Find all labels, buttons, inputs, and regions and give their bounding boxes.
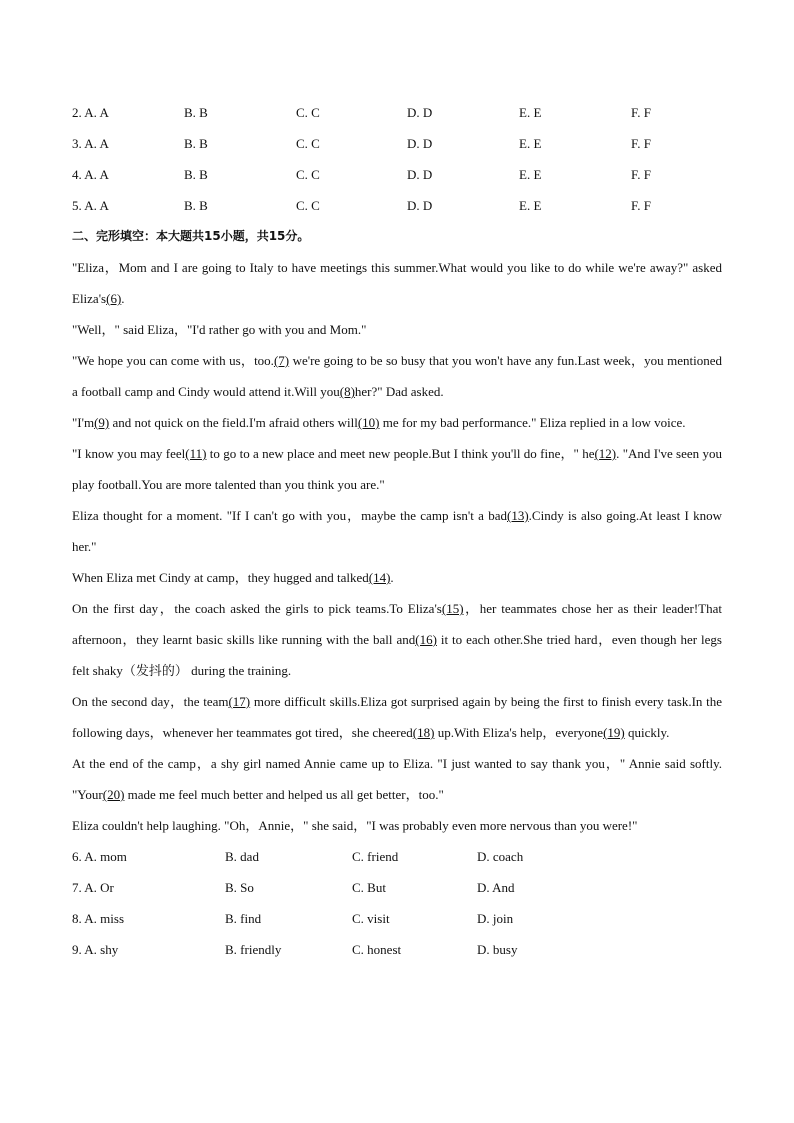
blank-marker: (15) xyxy=(441,601,464,616)
option-item: C. C xyxy=(296,167,320,182)
question-option: 6. A. mom xyxy=(72,849,127,864)
option-item: D. D xyxy=(407,198,433,213)
blank-marker: (12) xyxy=(594,446,617,461)
passage-paragraph: Eliza thought for a moment. "If I can't go with you，maybe the camp isn't a bad(13).Cindy is also going.At least I know her." xyxy=(72,508,722,554)
question-option: D. And xyxy=(477,880,515,895)
option-item: B. B xyxy=(184,167,208,182)
option-row xyxy=(72,159,722,190)
option-item: E. E xyxy=(519,136,542,151)
question-row xyxy=(72,841,722,872)
question-option: C. friend xyxy=(352,849,399,864)
exam-page xyxy=(72,97,722,965)
passage-paragraph: "We hope you can come with us，too.(7) we're going to be so busy that you won't have any fun.Last week，you mentioned a football camp and Cindy would attend it.Will you(8)her?" Dad asked. xyxy=(72,353,722,399)
option-row xyxy=(72,190,722,221)
option-item: 4. A. A xyxy=(72,167,109,182)
option-item: 3. A. A xyxy=(72,136,109,151)
option-item: D. D xyxy=(407,167,433,182)
question-option: C. honest xyxy=(352,942,402,957)
question-option: D. join xyxy=(477,911,514,926)
blank-marker: (9) xyxy=(94,415,110,430)
blank-marker: (10) xyxy=(357,415,380,430)
blank-marker: (7) xyxy=(273,353,290,368)
option-item: E. E xyxy=(519,105,542,120)
question-row xyxy=(72,903,722,934)
option-item: F. F xyxy=(631,136,651,151)
option-item: E. E xyxy=(519,198,542,213)
blank-marker: (18) xyxy=(412,725,435,740)
question-options-block xyxy=(72,841,722,965)
blank-marker: (6) xyxy=(106,291,122,306)
passage-paragraph: On the second day，the team(17) more difficult skills.Eliza got surprised again by being the first to finish every task.In the following days，whenever her teammates got tired，she cheered(18) up.With Eliza's help，everyone(19) quickly. xyxy=(72,694,722,740)
passage-paragraph: At the end of the camp，a shy girl named Annie came up to Eliza. "I just wanted to say thank you，" Annie said softly. "Your(20) made me feel much better and helped us all get better，too." xyxy=(72,756,722,802)
previous-options-block xyxy=(72,97,722,221)
option-item: 2. A. A xyxy=(72,105,109,120)
question-option: D. coach xyxy=(477,849,524,864)
passage-paragraph: "I know you may feel(11) to go to a new place and meet new people.But I think you'll do fine，" he(12). "And I've seen you play football.You are more talented than you think you are." xyxy=(72,446,722,492)
blank-marker: (20) xyxy=(102,787,125,802)
passage-paragraph: On the first day，the coach asked the girls to pick teams.To Eliza's(15)，her teammates chose her as their leader!That afternoon，they learnt basic skills like running with the ball and(16) it to each other.She tried hard，even though her legs felt shaky（发抖的） during the training. xyxy=(72,601,722,678)
option-item: B. B xyxy=(184,136,208,151)
question-option: B. friendly xyxy=(225,942,282,957)
option-item: B. B xyxy=(184,198,208,213)
passage-paragraph: "Eliza，Mom and I are going to Italy to have meetings this summer.What would you like to do while we're away?" asked Eliza's(6). xyxy=(72,260,722,306)
option-item: F. F xyxy=(631,105,651,120)
option-item: F. F xyxy=(631,198,651,213)
question-option: D. busy xyxy=(477,942,518,957)
question-option: C. But xyxy=(352,880,386,895)
option-item: 5. A. A xyxy=(72,198,109,213)
cloze-passage xyxy=(72,252,722,841)
question-option: B. So xyxy=(225,880,254,895)
blank-marker: (19) xyxy=(603,725,625,740)
question-row xyxy=(72,934,722,965)
blank-marker: (11) xyxy=(185,446,207,461)
passage-paragraph: "I'm(9) and not quick on the field.I'm afraid others will(10) me for my bad performance." Eliza replied in a low voice. xyxy=(72,415,686,430)
question-option: 7. A. Or xyxy=(72,880,114,895)
blank-marker: (8) xyxy=(339,384,355,399)
option-item: F. F xyxy=(631,167,651,182)
question-option: B. dad xyxy=(225,849,259,864)
option-item: D. D xyxy=(407,136,433,151)
question-option: B. find xyxy=(225,911,262,926)
passage-paragraph: When Eliza met Cindy at camp，they hugged and talked(14). xyxy=(72,570,394,585)
blank-marker: (16) xyxy=(415,632,437,647)
blank-marker: (17) xyxy=(228,694,251,709)
option-item: D. D xyxy=(407,105,433,120)
option-item: C. C xyxy=(296,198,320,213)
section-title: 二、完形填空：本大题共15小题，共15分。 xyxy=(72,229,310,243)
option-item: C. C xyxy=(296,105,320,120)
passage-paragraph: "Well，" said Eliza，"I'd rather go with you and Mom." xyxy=(72,322,367,337)
question-option: 8. A. miss xyxy=(72,911,125,926)
question-option: C. visit xyxy=(352,911,390,926)
option-row xyxy=(72,128,722,159)
blank-marker: (13) xyxy=(507,508,529,523)
question-option: 9. A. shy xyxy=(72,942,119,957)
passage-paragraph: Eliza couldn't help laughing. "Oh，Annie，" she said，"I was probably even more nervous than you were!" xyxy=(72,818,638,833)
option-item: C. C xyxy=(296,136,320,151)
option-item: E. E xyxy=(519,167,542,182)
option-row xyxy=(72,97,722,128)
blank-marker: (14) xyxy=(368,570,391,585)
option-item: B. B xyxy=(184,105,208,120)
question-row xyxy=(72,872,722,903)
